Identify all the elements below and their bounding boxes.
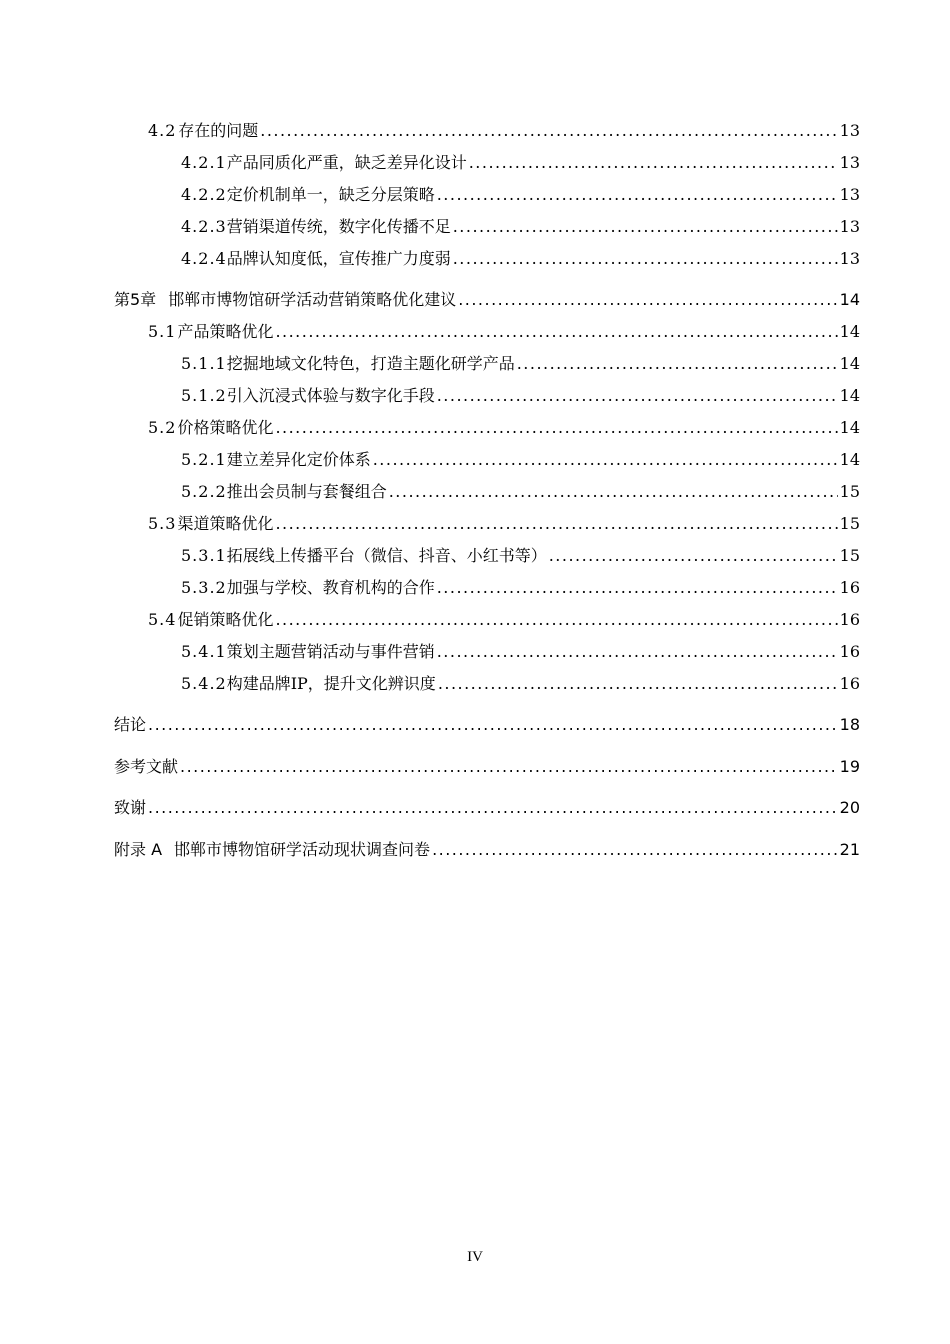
- toc-entry-number: 5.4: [148, 610, 177, 629]
- toc-entry-title: 加强与学校、教育机构的合作: [226, 578, 435, 597]
- toc-leader-dots: [275, 320, 837, 344]
- toc-entry-title: 品牌认知度低，宣传推广力度弱: [226, 249, 451, 268]
- toc-entry-page: 13: [839, 153, 860, 172]
- toc-entry-page: 13: [839, 185, 860, 204]
- toc-entry[interactable]: [181, 448, 860, 472]
- toc-entry-page: 16: [839, 674, 860, 693]
- toc-entry-page: 14: [839, 450, 860, 469]
- toc-entry-title: 存在的问题: [178, 121, 259, 140]
- toc-entry-number: 5.3: [148, 514, 177, 533]
- toc-entry-title: 定价机制单一，缺乏分层策略: [226, 185, 435, 204]
- toc-entry[interactable]: [181, 480, 860, 504]
- toc-entry-title: 结论: [114, 715, 147, 734]
- toc-leader-dots: [148, 713, 838, 737]
- toc-entry-title: 参考文献: [114, 757, 179, 776]
- toc-entry-page: 13: [839, 121, 860, 140]
- toc-entry-page: 13: [839, 249, 860, 268]
- toc-entry-title: 渠道策略优化: [177, 514, 274, 533]
- toc-leader-dots: [389, 480, 838, 504]
- toc-leader-dots: [260, 119, 837, 143]
- toc-entry-title: 产品策略优化: [177, 322, 274, 341]
- toc-entry-page: 14: [839, 386, 860, 405]
- toc-entry-page: 14: [839, 354, 860, 373]
- toc-entry-page: 21: [839, 840, 860, 859]
- toc-entry-title: 挖掘地域文化特色，打造主题化研学产品: [226, 354, 515, 373]
- toc-entry-page: 16: [839, 610, 860, 629]
- toc-entry-page: 15: [839, 514, 860, 533]
- page-footer: [0, 1249, 950, 1266]
- toc-leader-dots: [180, 755, 838, 779]
- toc-entry[interactable]: [148, 512, 860, 536]
- toc-entry-title: 邯郸市博物馆研学活动营销策略优化建议: [168, 290, 457, 309]
- toc-leader-dots: [437, 384, 838, 408]
- toc-entry-title: 致谢: [114, 798, 147, 817]
- toc-entry[interactable]: [181, 151, 860, 175]
- toc-leader-dots: [275, 608, 837, 632]
- toc-leader-dots: [458, 288, 837, 312]
- toc-leader-dots: [438, 672, 838, 696]
- toc-entry-number: 5.1.2: [181, 386, 227, 405]
- toc-entry[interactable]: [181, 544, 860, 568]
- toc-leader-dots: [549, 544, 838, 568]
- toc-entry-page: 15: [839, 482, 860, 501]
- toc-entry[interactable]: [181, 247, 860, 271]
- toc-entry[interactable]: [148, 119, 860, 143]
- toc-entry-number: 5.1.1: [181, 354, 227, 373]
- toc-entry-number: 4.2.4: [181, 249, 227, 268]
- toc-entry-page: 14: [839, 290, 860, 309]
- toc-entry[interactable]: [181, 640, 860, 664]
- toc-entry[interactable]: [148, 416, 860, 440]
- toc-entry-title: 引入沉浸式体验与数字化手段: [226, 386, 435, 405]
- toc-chapter-entry[interactable]: [114, 288, 860, 312]
- toc-entry[interactable]: [181, 183, 860, 207]
- toc-entry[interactable]: [181, 384, 860, 408]
- toc-entry-number: 第5章: [114, 290, 157, 309]
- toc-entry-page: 19: [839, 757, 860, 776]
- toc-leader-dots: [437, 640, 838, 664]
- toc-entry-page: 16: [839, 578, 860, 597]
- toc-entry-number: 4.2.3: [181, 217, 227, 236]
- toc-entry-title: 构建品牌IP，提升文化辨识度: [226, 674, 436, 693]
- toc-leader-dots: [437, 183, 838, 207]
- toc-entry-title: 策划主题营销活动与事件营销: [226, 642, 435, 661]
- toc-entry[interactable]: [148, 608, 860, 632]
- toc-chapter-entry[interactable]: [114, 755, 860, 779]
- toc-chapter-entry[interactable]: [114, 796, 860, 820]
- toc-leader-dots: [453, 215, 838, 239]
- toc-entry-title: 促销策略优化: [177, 610, 274, 629]
- toc-entry-page: 20: [839, 798, 860, 817]
- toc-leader-dots: [275, 512, 837, 536]
- toc-entry-number: 5.3.1: [181, 546, 227, 565]
- toc-entry-title: 建立差异化定价体系: [226, 450, 371, 469]
- toc-entry-number: 5.4.1: [181, 642, 227, 661]
- toc-entry[interactable]: [181, 215, 860, 239]
- toc-leader-dots: [373, 448, 838, 472]
- toc-entry-title: 价格策略优化: [177, 418, 274, 437]
- toc-entry-title: 产品同质化严重，缺乏差异化设计: [226, 153, 467, 172]
- toc-entry-number: 5.2.2: [181, 482, 227, 501]
- toc-entry-number: 4.2: [148, 121, 177, 140]
- toc-entry-number: 附录 A: [114, 840, 163, 859]
- toc-leader-dots: [453, 247, 838, 271]
- toc-entry-page: 13: [839, 217, 860, 236]
- toc-entry-number: 5.2: [148, 418, 177, 437]
- toc-leader-dots: [432, 838, 838, 862]
- toc-entry[interactable]: [181, 352, 860, 376]
- toc-entry-page: 18: [839, 715, 860, 734]
- toc-entry-page: 14: [839, 418, 860, 437]
- toc-entry-title: 营销渠道传统，数字化传播不足: [226, 217, 451, 236]
- toc-entry-number: 4.2.2: [181, 185, 227, 204]
- toc-entry-page: 14: [839, 322, 860, 341]
- toc-entry[interactable]: [148, 320, 860, 344]
- toc-entry-number: 5.2.1: [181, 450, 227, 469]
- toc-entry-number: 5.1: [148, 322, 177, 341]
- toc-entry-title: 推出会员制与套餐组合: [226, 482, 387, 501]
- toc-entry-title: 邯郸市博物馆研学活动现状调查问卷: [174, 840, 431, 859]
- toc-entry-page: 15: [839, 546, 860, 565]
- toc-leader-dots: [275, 416, 837, 440]
- toc-entry[interactable]: [181, 576, 860, 600]
- toc-entry-number: 5.4.2: [181, 674, 227, 693]
- toc-entry-title: 拓展线上传播平台（微信、抖音、小红书等）: [226, 546, 547, 565]
- toc-entry[interactable]: [181, 672, 860, 696]
- toc-leader-dots: [148, 796, 838, 820]
- toc-entry-page: 16: [839, 642, 860, 661]
- toc-chapter-entry[interactable]: [114, 713, 860, 737]
- toc-entry-number: 5.3.2: [181, 578, 227, 597]
- toc-entry-number: 4.2.1: [181, 153, 227, 172]
- toc-leader-dots: [437, 576, 838, 600]
- toc-chapter-entry[interactable]: [114, 838, 860, 862]
- page-number: IV: [467, 1249, 483, 1265]
- toc-leader-dots: [517, 352, 838, 376]
- toc-leader-dots: [469, 151, 838, 175]
